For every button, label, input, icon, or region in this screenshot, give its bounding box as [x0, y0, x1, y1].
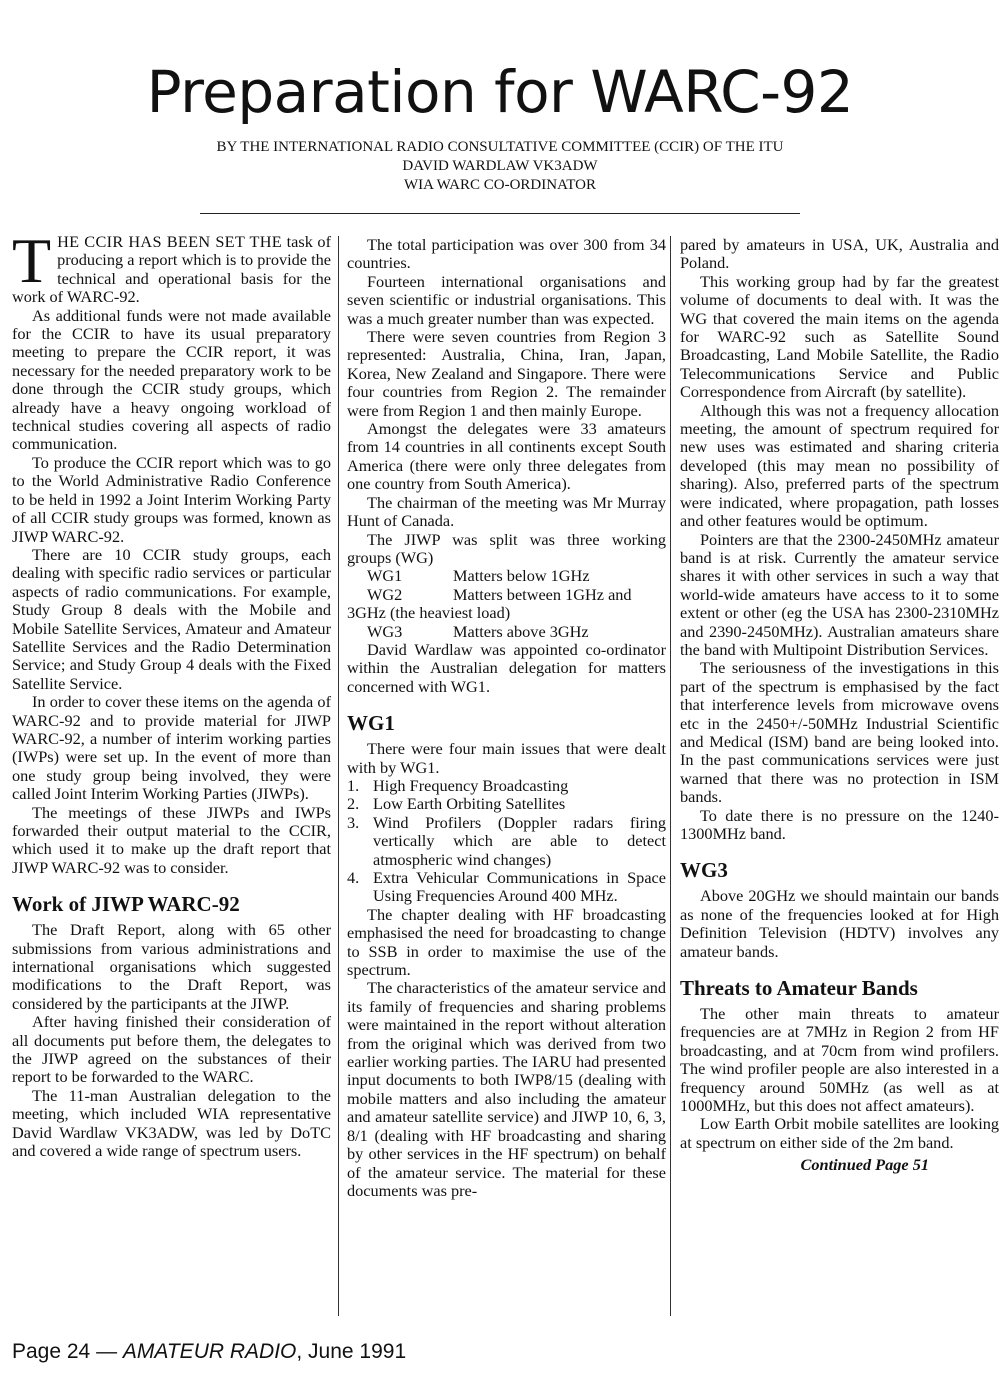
paragraph: There were four main issues that were dealt with by WG1. — [347, 739, 666, 777]
byline-role: WIA WARC CO-ORDINATOR — [404, 177, 596, 193]
paragraph: The JIWP was split was three working groups (WG) — [347, 529, 666, 567]
paragraph: As additional funds were not made available for the CCIR to have its usual preparatory meeting to prepare the CCIR report, it was necessary for the needed preparatory work to be done through the CCIR study groups, which already have a heavy ongoing workload of technical studies covering all aspects of radio communication. — [12, 305, 331, 454]
column-2 — [347, 236, 666, 1200]
paragraph: There were seven countries from Region 3 represented: Australia, China, Iran, Japan, Korea, New Zealand and Singapore. There were four countries from Region 2. The remainder were from Region 1 and then mainly Europe. — [347, 327, 666, 420]
list-text: Wind Profilers (Doppler radars firing vertically which are able to detect atmospheric wind changes) — [373, 812, 666, 869]
paragraph: pared by amateurs in USA, UK, Australia and Poland. — [680, 235, 999, 273]
paragraph: To produce the CCIR report which was to go to the World Administrative Radio Conference to be held in 1992 a Joint Interim Working Party of all CCIR study groups was formed, known as JIWP WARC-92. — [12, 452, 331, 546]
title-divider — [200, 213, 800, 214]
article-title: Preparation for WARC-92 — [146, 58, 854, 126]
working-group-row — [347, 623, 666, 641]
footer-page-number: Page 24 — — [12, 1340, 123, 1363]
list-text: Extra Vehicular Communications in Space Using Frequencies Around 400 MHz. — [373, 868, 666, 906]
byline-author: DAVID WARDLAW VK3ADW — [402, 158, 598, 174]
list-item — [347, 814, 666, 869]
column-divider — [670, 236, 671, 1316]
byline — [0, 138, 1000, 195]
paragraph: To date there is no pressure on the 1240-1300MHz band. — [680, 805, 999, 843]
footer-magazine-name: AMATEUR RADIO — [122, 1340, 297, 1363]
paragraph: Low Earth Orbit mobile satellites are looking at spectrum on either side of the 2m band. — [680, 1114, 999, 1152]
list-number: 3. — [347, 812, 360, 832]
footer-date: , June 1991 — [296, 1340, 407, 1363]
paragraph: The chairman of the meeting was Mr Murray Hunt of Canada. — [347, 492, 666, 531]
continued-note: Continued Page 51 — [800, 1155, 929, 1175]
working-group-scope: Matters above 3GHz — [453, 621, 589, 641]
paragraph: The seriousness of the investigations in this part of the spectrum is emphasised by the fact that interference levels from microwave ovens etc in the 2450+/-50MHz Industrial Scientific and Medical (ISM) band are being looked into. In the past communications services were just warned that there was no protection in ISM bands. — [680, 658, 999, 807]
column-divider — [338, 236, 339, 1316]
paragraph: The chapter dealing with HF broadcasting emphasised the need for broadcasting to change to SSB in order to maximise the use of the spectrum. — [347, 904, 666, 980]
issues-list — [347, 777, 666, 906]
working-group-code: WG3 — [367, 621, 403, 641]
paragraph: Above 20GHz we should maintain our bands as none of the frequencies looked at for High Definition Television (HDTV) involves any amateur bands. — [680, 886, 999, 961]
drop-cap: T — [12, 225, 52, 296]
paragraph: Amongst the delegates were 33 amateurs from 14 countries in all continents except South America (there were only three delegates from one country from South America). — [347, 419, 666, 494]
list-text: High Frequency Broadcasting — [373, 775, 569, 795]
working-group-scope: Matters between 1GHz and — [453, 584, 632, 604]
section-heading: WG1 — [347, 711, 395, 736]
paragraph: After having finished their consideration of all documents put before them, the delegates to the JIWP agreed on the substances of their report to be forwarded to the WARC. — [12, 1012, 331, 1087]
paragraph: David Wardlaw was appointed co-ordinator within the Australian delegation for matters concerned with WG1. — [347, 639, 666, 696]
column-3 — [680, 236, 999, 1175]
paragraph: In order to cover these items on the agenda of WARC-92 and to provide material for JIWP WARC-92, a number of interim working parties (IWPs) were set up. In the event of more than one study group being involved, they were called Joint Interim Working Parties (JIWPs). — [12, 692, 331, 804]
list-number: 2. — [347, 794, 360, 814]
paragraph: The characteristics of the amateur service and its family of frequencies and sharing problems were maintained in the report without alteration from the original which was derived from two earlier working parties. The IARU had presented input documents to both IWP8/15 (dealing with mobile matters and also including the amateur and amateur satellite service) and JIWP 10, 6, 3, 8/1 (dealing with HF broadcasting and sharing by other services in the HF spectrum) on behalf of the amateur service. The material for these documents was pre- — [347, 978, 666, 1200]
list-item — [347, 777, 666, 795]
paragraph: Pointers are that the 2300-2450MHz amateur band is at risk. Currently the amateur service shares it with other services in such a way that world-wide amateurs have access to it to some extent or other (eg the USA has 2300-2310MHz and 2390-2450MHz). Australian amateurs share the band with Multipoint Distribution Services. — [680, 529, 999, 659]
working-group-code: WG1 — [367, 566, 403, 586]
list-number: 4. — [347, 868, 360, 887]
paragraph: The Draft Report, along with 65 other submissions from various administrations and international organisations which suggested modifications to the Draft Report, was considered by the participants at the JIWP. — [12, 920, 331, 1013]
column-1 — [12, 225, 331, 1161]
paragraph-text: task of producing a report which is to provide the technical and operational basis for the work of WARC-92. — [12, 232, 331, 307]
section-heading: WG3 — [680, 858, 728, 883]
paragraph: The meetings of these JIWPs and IWPs forwarded their output material to the CCIR, which used it to make up the draft report that JIWP WARC-92 was to consider. — [12, 802, 331, 877]
paragraph: Although this was not a frequency allocation meeting, the amount of spectrum required for new uses was estimated and sharing criteria developed (this may mean no possibility of sharing). Also, preferred parts of the spectrum were indicated, where propagation, path losses and other features would be optimum. — [680, 400, 999, 531]
working-group-code: WG2 — [367, 584, 403, 604]
byline-source: BY THE INTERNATIONAL RADIO CONSULTATIVE COMMITTEE (CCIR) OF THE ITU — [216, 139, 784, 155]
paragraph: This working group had by far the greatest volume of documents to deal with. It was the WG that covered the main items on the agenda for WARC-92 such as Satellite Sound Broadcasting, Land Mobile Satellite, the Radio Telecommunications Service and Public Correspondence from Aircraft (by satellite). — [680, 271, 999, 402]
working-group-scope-continued: 3GHz (the heaviest load) — [347, 603, 511, 623]
list-item — [347, 795, 666, 813]
paragraph — [12, 225, 331, 307]
page-footer — [12, 1340, 406, 1364]
paragraph: The total participation was over 300 from 34 countries. — [347, 235, 666, 273]
list-text: Low Earth Orbiting Satellites — [373, 794, 566, 814]
section-heading: Threats to Amateur Bands — [680, 976, 918, 1001]
list-item — [347, 869, 666, 906]
paragraph: There are 10 CCIR study groups, each dealing with specific radio services or particular aspects of radio communications. For example, Study Group 8 deals with the Mobile and Mobile Satellite Services, Amateur and Amateur Satellite Services and the Radio Determination Service; and Study Group 4 deals with the Fixed Satellite Service. — [12, 544, 331, 693]
paragraph: The other main threats to amateur frequencies are at 7MHz in Region 2 from HF broadcasting, and at 70cm from wind profilers. The wind profiler people are also interested in a frequency around 50MHz (as well as at 1000MHz, but this does not affect amateurs). — [680, 1004, 999, 1116]
working-group-scope: Matters below 1GHz — [453, 566, 590, 586]
working-group-row — [347, 567, 666, 585]
lead-in: HE CCIR HAS BEEN SET THE — [57, 232, 283, 251]
working-group-row — [347, 586, 666, 604]
paragraph: The 11-man Australian delegation to the meeting, which included WIA representative David Wardlaw VK3ADW, was led by DoTC and covered a wide range of spectrum users. — [12, 1085, 331, 1161]
paragraph: Fourteen international organisations and seven scientific or industrial organisations. This was a much greater number than was expected. — [347, 271, 666, 328]
section-heading: Work of JIWP WARC-92 — [12, 892, 240, 917]
list-number: 1. — [347, 775, 360, 795]
